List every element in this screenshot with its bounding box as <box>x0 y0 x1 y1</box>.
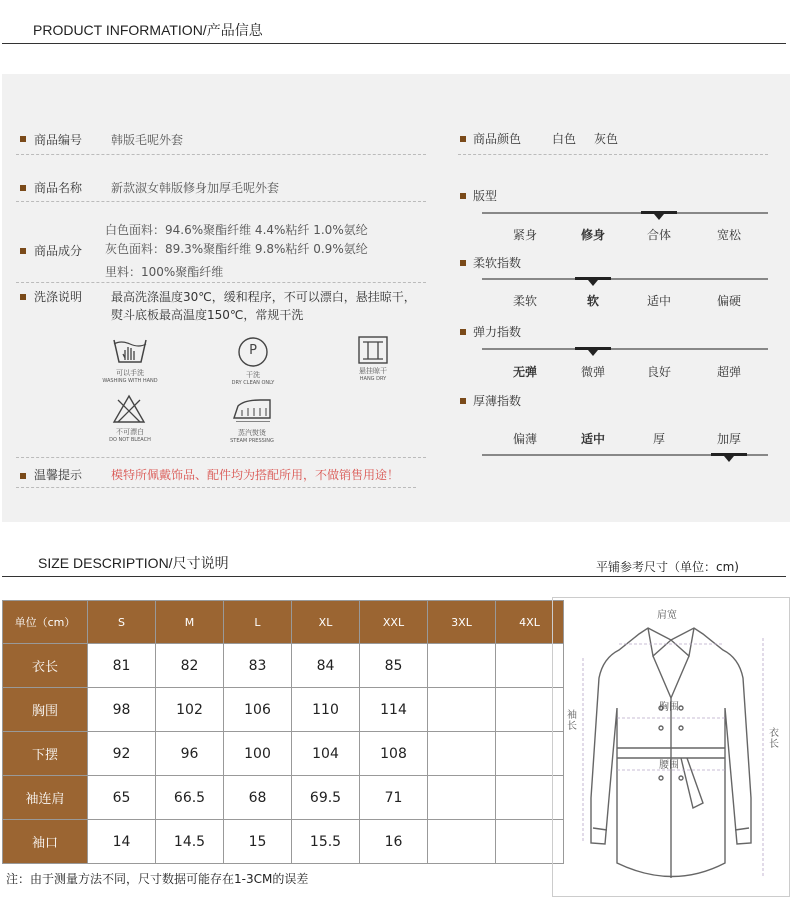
scale-option: 厚 <box>652 432 665 446</box>
scale-pointer-icon <box>724 456 734 462</box>
dry-clean-glyph: P <box>249 343 257 358</box>
size-cell: 83 <box>224 644 292 688</box>
size-cell: 15 <box>224 820 292 864</box>
item-no-label: 商品编号 <box>34 133 83 147</box>
scale-option: 加厚 <box>716 432 741 446</box>
color-option-white: 白色 <box>552 132 577 146</box>
size-note: 注：由于测量方法不同，尺寸数据可能存在1-3CM的误差 <box>6 872 309 886</box>
divider <box>16 201 426 202</box>
size-cell: 85 <box>360 644 428 688</box>
size-cell <box>428 688 496 732</box>
chest-label: 胸围 <box>659 702 679 713</box>
bullet-icon <box>460 193 466 199</box>
composition-label: 商品成分 <box>34 244 83 258</box>
hang-dry-caption-cn: 悬挂晾干 <box>359 367 387 375</box>
scale-option: 紧身 <box>512 228 537 242</box>
scale-option: 偏硬 <box>716 294 741 308</box>
shoulder-label: 肩宽 <box>657 610 677 621</box>
size-cell: 106 <box>224 688 292 732</box>
divider <box>16 282 426 283</box>
size-cell: 66.5 <box>156 776 224 820</box>
color-option-gray: 灰色 <box>594 132 619 146</box>
size-column-header: L <box>224 601 292 644</box>
scale-track <box>482 212 768 214</box>
size-cell: 84 <box>292 644 360 688</box>
name-value: 新款淑女韩版修身加厚毛呢外套 <box>111 181 280 195</box>
row-header: 下摆 <box>3 732 88 776</box>
name-label: 商品名称 <box>34 181 83 195</box>
bullet-icon <box>460 136 466 142</box>
scale-option: 软 <box>586 294 599 308</box>
size-cell: 100 <box>224 732 292 776</box>
size-divider <box>2 576 786 577</box>
product-info-panel <box>2 74 790 522</box>
size-subtitle: 平铺参考尺寸（单位：cm) <box>596 560 739 574</box>
scale-label: 柔软指数 <box>473 256 522 270</box>
scale-track <box>482 278 768 280</box>
hang-dry-icon <box>358 336 388 368</box>
scale-label: 厚薄指数 <box>473 394 522 408</box>
steam-iron-caption-en: STEAM PRESSING <box>230 438 274 444</box>
scale-track <box>482 348 768 350</box>
bullet-icon <box>20 294 26 300</box>
size-cell: 14.5 <box>156 820 224 864</box>
scale-label: 弹力指数 <box>473 325 522 339</box>
divider <box>458 154 768 155</box>
scale-option: 超弹 <box>716 365 741 379</box>
scale-option: 偏薄 <box>512 432 537 446</box>
no-bleach-caption-cn: 不可漂白 <box>116 428 144 436</box>
size-table <box>2 600 564 864</box>
scale-label: 版型 <box>473 189 498 203</box>
bullet-icon <box>20 248 26 254</box>
size-column-header: XXL <box>360 601 428 644</box>
size-column-header: M <box>156 601 224 644</box>
size-column-header: XL <box>292 601 360 644</box>
size-cell <box>428 776 496 820</box>
scale-option: 合体 <box>646 228 671 242</box>
size-table-header <box>3 601 564 644</box>
scale-option: 宽松 <box>716 228 741 242</box>
size-cell: 16 <box>360 820 428 864</box>
scale-option: 微弹 <box>580 365 605 379</box>
size-cell: 108 <box>360 732 428 776</box>
bullet-icon <box>20 136 26 142</box>
row-header: 袖口 <box>3 820 88 864</box>
bullet-icon <box>20 185 26 191</box>
size-column-header: S <box>88 601 156 644</box>
row-header: 衣长 <box>3 644 88 688</box>
coat-diagram <box>552 597 790 897</box>
size-cell: 98 <box>88 688 156 732</box>
length-label: 衣长 <box>769 728 779 750</box>
hand-wash-caption-cn: 可以手洗 <box>116 369 144 377</box>
size-header: SIZE DESCRIPTION/尺寸说明 <box>38 555 229 571</box>
size-cell: 96 <box>156 732 224 776</box>
no-bleach-icon <box>112 394 146 428</box>
sleeve-label: 袖长 <box>567 710 577 732</box>
scale-pointer-icon <box>654 214 664 220</box>
table-row <box>3 732 564 776</box>
product-info-header: PRODUCT INFORMATION/产品信息 <box>33 22 263 38</box>
coat-outline-icon <box>553 598 789 896</box>
size-cell: 102 <box>156 688 224 732</box>
unit-header: 单位（cm） <box>3 601 88 644</box>
scale-pointer-icon <box>588 350 598 356</box>
waist-label: 腰围 <box>659 760 679 771</box>
row-header: 胸围 <box>3 688 88 732</box>
size-cell: 14 <box>88 820 156 864</box>
divider <box>16 457 426 458</box>
no-bleach-caption-en: DO NOT BLEACH <box>109 437 151 443</box>
item-no-value: 韩版毛呢外套 <box>111 133 184 147</box>
hand-wash-caption-en: WASHING WITH HAND <box>102 378 158 384</box>
scale-option: 无弹 <box>512 365 537 379</box>
divider <box>16 154 426 155</box>
table-row <box>3 688 564 732</box>
steam-iron-icon <box>230 396 274 426</box>
tip-value: 模特所佩戴饰品、配件均为搭配所用，不做销售用途！ <box>111 468 400 482</box>
divider <box>16 487 416 488</box>
size-cell: 15.5 <box>292 820 360 864</box>
composition-line-3: 里料：100%聚酯纤维 <box>105 265 224 279</box>
table-row <box>3 644 564 688</box>
hand-wash-icon <box>112 336 148 370</box>
wash-line-2: 熨斗底板最高温度150℃，常规干洗 <box>111 308 304 322</box>
scale-option: 适中 <box>580 432 605 446</box>
size-cell <box>428 732 496 776</box>
bullet-icon <box>20 473 26 479</box>
tip-label: 温馨提示 <box>34 468 83 482</box>
size-cell: 114 <box>360 688 428 732</box>
size-cell: 82 <box>156 644 224 688</box>
size-cell: 71 <box>360 776 428 820</box>
size-column-header: 4XL <box>496 601 564 644</box>
size-cell <box>428 644 496 688</box>
wash-line-1: 最高洗涤温度30℃，缓和程序，不可以漂白，悬挂晾干， <box>111 290 416 304</box>
hang-dry-caption-en: HANG DRY <box>359 376 387 382</box>
size-cell: 110 <box>292 688 360 732</box>
scale-option: 良好 <box>646 365 671 379</box>
scale-option: 柔软 <box>512 294 537 308</box>
scale-option: 修身 <box>580 228 605 242</box>
scale-option: 适中 <box>646 294 671 308</box>
size-cell: 81 <box>88 644 156 688</box>
table-row <box>3 776 564 820</box>
header-divider <box>2 43 786 44</box>
composition-line-1: 白色面料：94.6%聚酯纤维 4.4%粘纤 1.0%氨纶 <box>105 223 368 237</box>
composition-line-2: 灰色面料：89.3%聚酯纤维 9.8%粘纤 0.9%氨纶 <box>105 242 368 256</box>
dry-clean-caption-en: DRY CLEAN ONLY <box>231 380 275 386</box>
size-column-header: 3XL <box>428 601 496 644</box>
bullet-icon <box>460 398 466 404</box>
bullet-icon <box>460 260 466 266</box>
size-cell <box>428 820 496 864</box>
size-cell: 92 <box>88 732 156 776</box>
color-label: 商品颜色 <box>473 132 522 146</box>
dry-clean-caption-cn: 干洗 <box>246 371 260 379</box>
size-cell: 68 <box>224 776 292 820</box>
scale-pointer-icon <box>588 280 598 286</box>
steam-iron-caption-cn: 蒸汽熨烫 <box>238 429 266 437</box>
wash-label: 洗涤说明 <box>34 290 83 304</box>
size-cell: 65 <box>88 776 156 820</box>
size-cell: 104 <box>292 732 360 776</box>
size-cell: 69.5 <box>292 776 360 820</box>
table-row <box>3 820 564 864</box>
row-header: 袖连肩 <box>3 776 88 820</box>
bullet-icon <box>460 329 466 335</box>
